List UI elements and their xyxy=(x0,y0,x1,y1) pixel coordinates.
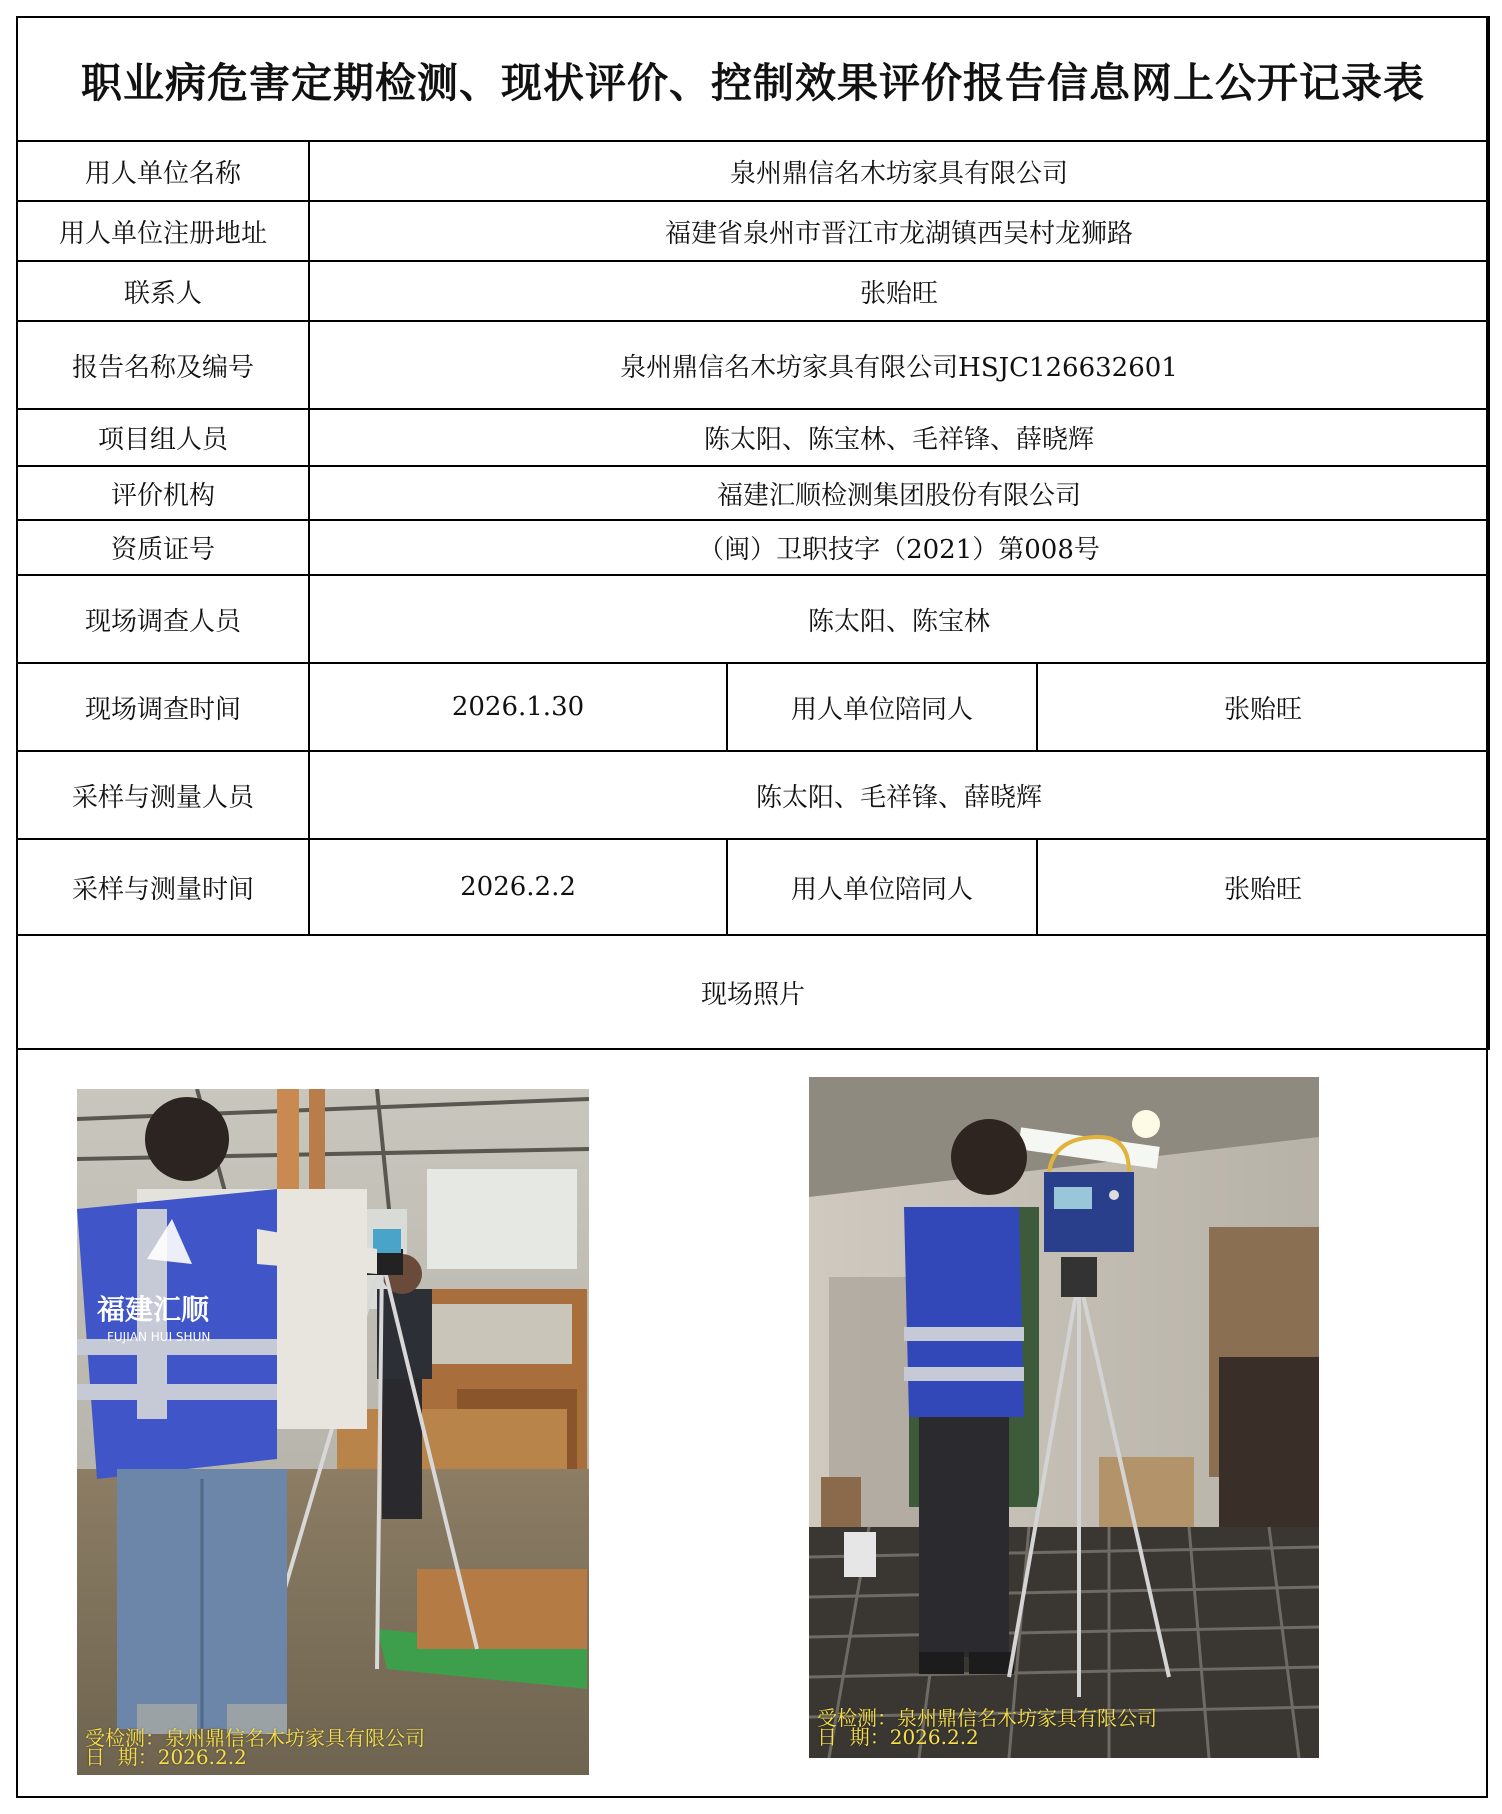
employer-name-label: 用人单位名称 xyxy=(17,141,309,201)
survey-staff-value: 陈太阳、陈宝林 xyxy=(309,575,1489,663)
site-photo-1-image xyxy=(77,1089,589,1775)
survey-escort-label: 用人单位陪同人 xyxy=(727,663,1037,751)
sampling-time-value: 2026.2.2 xyxy=(309,839,727,935)
sampling-escort-value: 张贻旺 xyxy=(1037,839,1489,935)
team-value: 陈太阳、陈宝林、毛祥锋、薛晓辉 xyxy=(309,409,1489,466)
site-photo-1 xyxy=(77,1089,589,1775)
site-photo-2-image xyxy=(809,1077,1319,1758)
photo-area xyxy=(16,1046,1488,1798)
survey-staff-label: 现场调查人员 xyxy=(17,575,309,663)
survey-time-value: 2026.1.30 xyxy=(309,663,727,751)
contact-value: 张贻旺 xyxy=(309,261,1489,321)
survey-time-label: 现场调查时间 xyxy=(17,663,309,751)
photo-2-stamp-company: 受检测：泉州鼎信名木坊家具有限公司 xyxy=(817,1706,1157,1730)
contact-label: 联系人 xyxy=(17,261,309,321)
sampling-staff-label: 采样与测量人员 xyxy=(17,751,309,839)
agency-value: 福建汇顺检测集团股份有限公司 xyxy=(309,466,1489,520)
photo-2-stamp xyxy=(817,1706,1157,1749)
photos-header: 现场照片 xyxy=(17,935,1489,1049)
sampling-time-label: 采样与测量时间 xyxy=(17,839,309,935)
license-label: 资质证号 xyxy=(17,520,309,575)
photo-2-stamp-date: 日 期：2026.2.2 xyxy=(817,1725,979,1749)
report-value: 泉州鼎信名木坊家具有限公司HSJC126632601 xyxy=(309,321,1489,409)
page-title: 职业病危害定期检测、现状评价、控制效果评价报告信息网上公开记录表 xyxy=(17,17,1489,141)
survey-escort-value: 张贻旺 xyxy=(1037,663,1489,751)
team-label: 项目组人员 xyxy=(17,409,309,466)
site-photo-2 xyxy=(809,1077,1319,1758)
employer-name-value: 泉州鼎信名木坊家具有限公司 xyxy=(309,141,1489,201)
vest-logo-text: 福建汇顺 xyxy=(97,1293,210,1326)
employer-address-value: 福建省泉州市晋江市龙湖镇西吴村龙狮路 xyxy=(309,201,1489,261)
vest-logo-subtext: FUJIAN HUI SHUN xyxy=(107,1330,211,1344)
sampling-escort-label: 用人单位陪同人 xyxy=(727,839,1037,935)
photo-1-stamp-date: 日 期：2026.2.2 xyxy=(85,1745,247,1769)
employer-address-label: 用人单位注册地址 xyxy=(17,201,309,261)
sampling-staff-value: 陈太阳、毛祥锋、薛晓辉 xyxy=(309,751,1489,839)
photo-1-stamp-company: 受检测：泉州鼎信名木坊家具有限公司 xyxy=(85,1726,425,1750)
license-value: （闽）卫职技字（2021）第008号 xyxy=(309,520,1489,575)
photo-1-stamp xyxy=(85,1726,425,1769)
record-table xyxy=(16,16,1490,1050)
agency-label: 评价机构 xyxy=(17,466,309,520)
report-label: 报告名称及编号 xyxy=(17,321,309,409)
